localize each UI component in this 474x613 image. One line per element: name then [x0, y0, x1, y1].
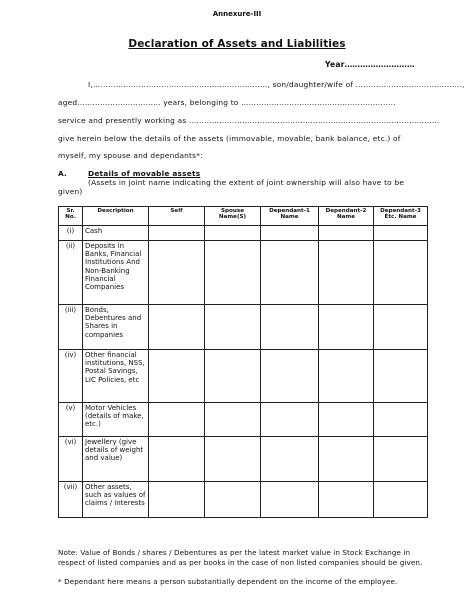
cell-self — [149, 241, 205, 305]
row-sr: (vi) — [59, 437, 83, 482]
table-row — [59, 305, 428, 350]
header-spouse: Spouse Name(S) — [205, 207, 261, 226]
dependant-definition-note: * Dependant here means a person substantially dependent on the income of the employee. — [58, 577, 398, 586]
assets-intro-line: give herein below the details of the assets (immovable, movable, bank balance, etc.) of — [58, 134, 401, 143]
row-description: Jewellery (give details of weight and value) — [83, 437, 149, 482]
section-a-letter: A. — [58, 169, 68, 178]
cell-self — [149, 437, 205, 482]
header-dependant-1: Dependant-1 Name — [261, 207, 319, 226]
annexure-label: Annexure-III — [212, 10, 262, 18]
cell-dependant-1 — [261, 241, 319, 305]
cell-spouse — [205, 241, 261, 305]
cell-dependant-2 — [319, 482, 374, 518]
cell-dependant-1 — [261, 350, 319, 403]
cell-spouse — [205, 350, 261, 403]
cell-self — [149, 403, 205, 437]
cell-dependant-2 — [319, 403, 374, 437]
header-dependant-2: Dependant-2 Name — [319, 207, 374, 226]
section-a-subtext: (Assets in joint name indicating the extent of joint ownership will also have to be — [88, 178, 405, 187]
cell-self — [149, 226, 205, 241]
document-title: Declaration of Assets and Liabilities — [128, 38, 346, 50]
declarant-name-line: I,……………………………………………………………, son/daughter/wife of …..………………………………., — [88, 80, 465, 89]
table-row — [59, 241, 428, 305]
header-dependant-3: Dependant-3 Etc. Name — [374, 207, 428, 226]
cell-dependant-2 — [319, 305, 374, 350]
cell-dependant-3 — [374, 403, 428, 437]
movable-assets-table — [58, 206, 428, 518]
row-sr: (vii) — [59, 482, 83, 518]
header-sr-no: Sr. No. — [59, 207, 83, 226]
cell-dependant-3 — [374, 350, 428, 403]
cell-dependant-2 — [319, 241, 374, 305]
cell-spouse — [205, 437, 261, 482]
cell-spouse — [205, 403, 261, 437]
cell-dependant-3 — [374, 437, 428, 482]
service-working-line: service and presently working as ……………………………………………………………………………………… — [58, 116, 440, 125]
cell-self — [149, 305, 205, 350]
row-sr: (i) — [59, 226, 83, 241]
cell-dependant-2 — [319, 350, 374, 403]
row-sr: (ii) — [59, 241, 83, 305]
row-description: Bonds, Debentures and Shares in companies — [83, 305, 149, 350]
cell-dependant-1 — [261, 305, 319, 350]
myself-spouse-line: myself, my spouse and dependants*: — [58, 151, 203, 160]
header-description: Description — [83, 207, 149, 226]
table-row — [59, 403, 428, 437]
table-row — [59, 437, 428, 482]
row-description: Other assets, such as values of claims / interests — [83, 482, 149, 518]
cell-dependant-1 — [261, 482, 319, 518]
cell-dependant-3 — [374, 305, 428, 350]
section-a-subtext-cont: given) — [58, 187, 83, 196]
row-description: Other financial institutions, NSS, Postal Savings, LIC Policies, etc — [83, 350, 149, 403]
header-self: Self — [149, 207, 205, 226]
cell-self — [149, 482, 205, 518]
cell-dependant-3 — [374, 241, 428, 305]
cell-dependant-3 — [374, 482, 428, 518]
row-sr: (v) — [59, 403, 83, 437]
table-header-row — [59, 207, 428, 226]
row-sr: (iv) — [59, 350, 83, 403]
section-a-heading: Details of movable assets — [88, 169, 201, 178]
table-row — [59, 226, 428, 241]
row-description: Motor Vehicles (details of make, etc.) — [83, 403, 149, 437]
year-field: Year……………………… — [325, 60, 415, 69]
cell-dependant-1 — [261, 403, 319, 437]
cell-dependant-2 — [319, 226, 374, 241]
cell-dependant-1 — [261, 226, 319, 241]
row-sr: (iii) — [59, 305, 83, 350]
cell-dependant-2 — [319, 437, 374, 482]
cell-spouse — [205, 482, 261, 518]
valuation-note: Note: Value of Bonds / shares / Debentures as per the latest market value in Stock Exchange in respect of listed companies and as per books in the case of non listed companies should be given. — [58, 548, 423, 567]
cell-dependant-3 — [374, 226, 428, 241]
row-description: Cash — [83, 226, 149, 241]
cell-spouse — [205, 305, 261, 350]
table-row — [59, 482, 428, 518]
age-belonging-line: aged…………………………… years, belonging to ……………………………………................... — [58, 98, 396, 107]
table-row — [59, 350, 428, 403]
cell-dependant-1 — [261, 437, 319, 482]
cell-self — [149, 350, 205, 403]
cell-spouse — [205, 226, 261, 241]
row-description: Deposits in Banks, Financial Institutions And Non-Banking Financial Companies — [83, 241, 149, 305]
